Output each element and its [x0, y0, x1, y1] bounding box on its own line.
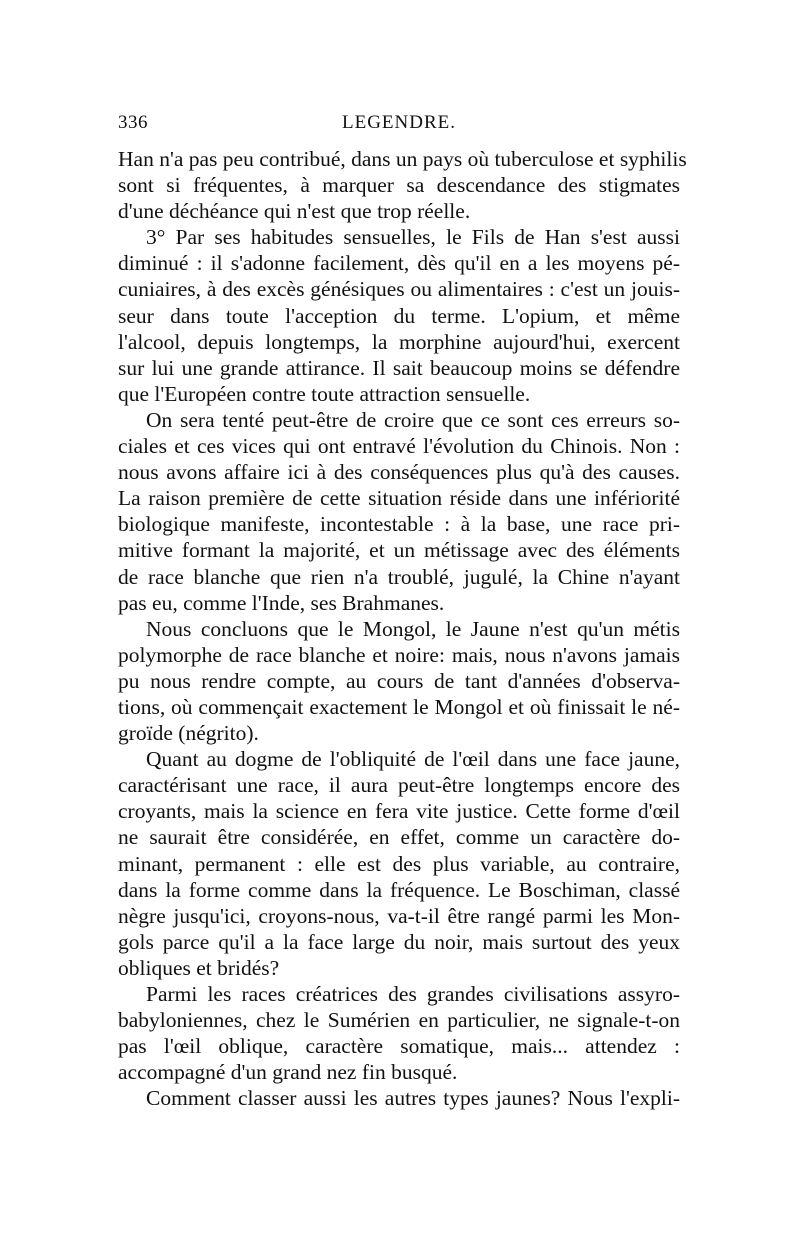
text-line: d'une déchéance qui n'est que trop réelle.: [118, 199, 471, 224]
text-line: tions, où commençait exactement le Mongol et où finissait le né-: [118, 694, 680, 719]
paragraph: [118, 616, 680, 746]
text-line: minant, permanent : elle est des plus variable, au contraire,: [118, 851, 680, 876]
text-line: nous avons affaire ici à des conséquences plus qu'à des causes.: [118, 460, 680, 485]
text-line: ciales et ces vices qui ont entravé l'évolution du Chinois. Non :: [118, 434, 680, 459]
text-line: sur lui une grande attirance. Il sait beaucoup moins se défendre: [118, 355, 680, 380]
text-line: biologique manifeste, incontestable : à la base, une race pri-: [118, 512, 680, 537]
text-line: croyants, mais la science en fera vite justice. Cette forme d'œil: [118, 799, 680, 824]
paragraph: [118, 146, 687, 224]
text-line: La raison première de cette situation réside dans une infériorité: [118, 486, 680, 511]
text-line: diminué : il s'adonne facilement, dès qu'il en a les moyens pé-: [118, 251, 680, 276]
text-line: babyloniennes, chez le Sumérien en particulier, ne signale-t-on: [118, 1008, 680, 1033]
paragraph: [118, 981, 680, 1085]
text-line: Nous concluons que le Mongol, le Jaune n'est qu'un métis: [146, 616, 680, 641]
text-line: nègre jusqu'ici, croyons-nous, va-t-il être rangé parmi les Mon-: [118, 903, 680, 928]
paragraph: [118, 224, 680, 407]
text-line: Quant au dogme de l'obliquité de l'œil dans une face jaune,: [146, 747, 680, 772]
text-line: pas eu, comme l'Inde, ses Brahmanes.: [118, 590, 445, 615]
text-line: que l'Européen contre toute attraction sensuelle.: [118, 381, 531, 406]
body-text: [118, 146, 687, 1111]
text-line: obliques et bridés?: [118, 955, 280, 980]
text-line: pas l'œil oblique, caractère somatique, mais... attendez :: [118, 1034, 680, 1059]
text-line: accompagné d'un grand nez fin busqué.: [118, 1060, 458, 1085]
text-line: polymorphe de race blanche et noire: mais, nous n'avons jamais: [118, 642, 680, 667]
text-line: pu nous rendre compte, au cours de tant d'années d'observa-: [118, 668, 680, 693]
text-line: de race blanche que rien n'a troublé, jugulé, la Chine n'ayant: [118, 564, 680, 589]
running-title: LEGENDRE.: [341, 112, 456, 133]
text-line: Parmi les races créatrices des grandes civilisations assyro-: [146, 982, 680, 1006]
text-line: dans la forme comme dans la fréquence. Le Boschiman, classé: [118, 877, 680, 902]
text-line: mitive formant la majorité, et un métissage avec des éléments: [118, 538, 680, 563]
text-line: 3° Par ses habitudes sensuelles, le Fils de Han s'est aussi: [146, 225, 680, 250]
text-line: seur dans toute l'acception du terme. L'opium, et même: [118, 303, 680, 328]
text-line: gols parce qu'il a la face large du noir, mais surtout des yeux: [118, 929, 680, 954]
text-line: Comment classer aussi les autres types jaunes? Nous l'expli-: [146, 1086, 680, 1111]
paragraph: [118, 1085, 680, 1111]
paragraph: [118, 407, 680, 616]
text-line: caractérisant une race, il aura peut-être longtemps encore des: [118, 773, 680, 798]
text-line: ne saurait être considérée, en effet, comme un caractère do-: [118, 825, 680, 850]
text-line: sont si fréquentes, à marquer sa descendance des stigmates: [118, 173, 680, 198]
text-line: groïde (négrito).: [118, 721, 259, 746]
page-number: 336: [118, 112, 148, 133]
running-head: [118, 112, 680, 146]
text-line: cuniaires, à des excès génésiques ou alimentaires : c'est un jouis-: [118, 277, 680, 302]
paragraph: [118, 746, 680, 981]
text-line: Han n'a pas peu contribué, dans un pays où tuberculose et syphilis: [118, 147, 687, 171]
book-page: [118, 112, 687, 1111]
text-line: On sera tenté peut-être de croire que ce sont ces erreurs so-: [146, 407, 680, 432]
text-line: l'alcool, depuis longtemps, la morphine aujourd'hui, exercent: [118, 329, 680, 354]
